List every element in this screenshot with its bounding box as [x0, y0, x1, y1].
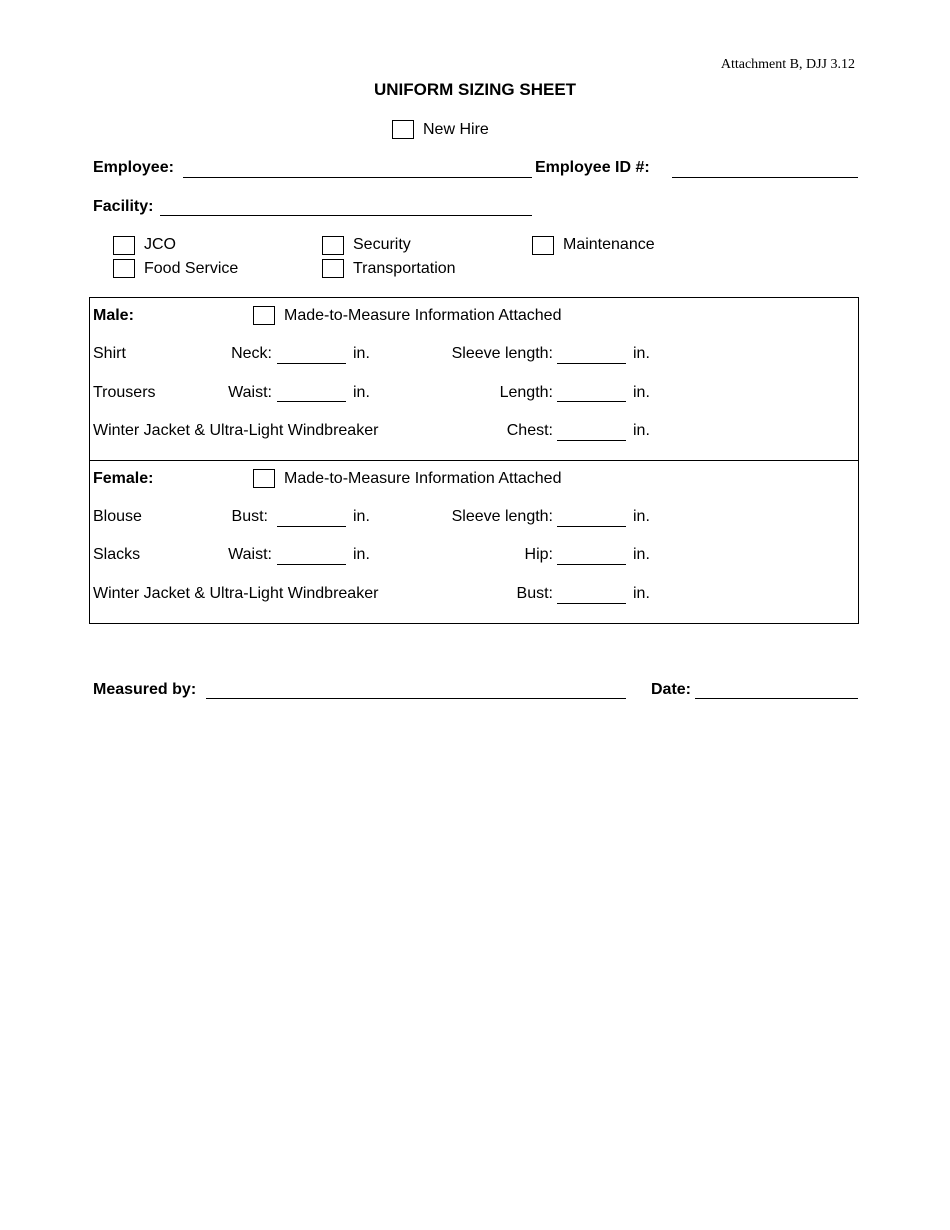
bust-unit: in. — [353, 508, 370, 525]
blouse-label: Blouse — [93, 508, 142, 525]
neck-field[interactable] — [277, 363, 346, 364]
male-mtm-label: Made-to-Measure Information Attached — [284, 307, 562, 324]
jco-checkbox[interactable] — [113, 236, 135, 255]
male-waist-field[interactable] — [277, 401, 346, 402]
female-jacket-bust-unit: in. — [633, 585, 650, 602]
employee-label: Employee: — [93, 159, 174, 176]
shirt-label: Shirt — [93, 345, 126, 362]
date-label: Date: — [651, 681, 692, 698]
female-sleeve-field[interactable] — [557, 526, 626, 527]
neck-label: Neck: — [231, 345, 272, 362]
food-service-label: Food Service — [144, 260, 239, 277]
chest-field[interactable] — [557, 440, 626, 441]
facility-field[interactable] — [160, 215, 532, 216]
slacks-label: Slacks — [93, 546, 141, 563]
employee-id-label: Employee ID #: — [535, 159, 650, 176]
jco-label: JCO — [144, 236, 176, 253]
section-divider — [89, 460, 859, 461]
female-sleeve-label: Sleeve length: — [451, 508, 553, 525]
male-heading: Male: — [93, 307, 134, 324]
female-jacket-bust-label: Bust: — [516, 585, 553, 602]
hip-field[interactable] — [557, 564, 626, 565]
maintenance-label: Maintenance — [563, 236, 655, 253]
male-sleeve-field[interactable] — [557, 363, 626, 364]
female-mtm-label: Made-to-Measure Information Attached — [284, 470, 562, 487]
food-service-checkbox[interactable] — [113, 259, 135, 278]
female-waist-field[interactable] — [277, 564, 346, 565]
facility-label: Facility: — [93, 198, 154, 215]
female-sleeve-unit: in. — [633, 508, 650, 525]
date-field[interactable] — [695, 698, 858, 699]
bust-label: Bust: — [231, 508, 268, 525]
chest-label: Chest: — [506, 422, 553, 439]
attachment-label: Attachment B, DJJ 3.12 — [720, 57, 855, 72]
male-mtm-checkbox[interactable] — [253, 306, 275, 325]
employee-field[interactable] — [183, 177, 532, 178]
male-waist-unit: in. — [353, 384, 370, 401]
female-mtm-checkbox[interactable] — [253, 469, 275, 488]
trousers-label: Trousers — [93, 384, 156, 401]
transportation-checkbox[interactable] — [322, 259, 344, 278]
female-waist-label: Waist: — [228, 546, 272, 563]
bust-field[interactable] — [277, 526, 346, 527]
transportation-label: Transportation — [353, 260, 456, 277]
new-hire-label: New Hire — [423, 121, 489, 138]
male-sleeve-label: Sleeve length: — [451, 345, 553, 362]
male-waist-label: Waist: — [228, 384, 272, 401]
neck-unit: in. — [353, 345, 370, 362]
hip-label: Hip: — [524, 546, 553, 563]
female-waist-unit: in. — [353, 546, 370, 563]
female-heading: Female: — [93, 470, 154, 487]
length-label: Length: — [499, 384, 553, 401]
measured-by-label: Measured by: — [93, 681, 197, 698]
security-checkbox[interactable] — [322, 236, 344, 255]
female-jacket-bust-field[interactable] — [557, 603, 626, 604]
maintenance-checkbox[interactable] — [532, 236, 554, 255]
male-sleeve-unit: in. — [633, 345, 650, 362]
security-label: Security — [353, 236, 411, 253]
female-jacket-label: Winter Jacket & Ultra-Light Windbreaker — [93, 585, 379, 602]
length-unit: in. — [633, 384, 650, 401]
chest-unit: in. — [633, 422, 650, 439]
length-field[interactable] — [557, 401, 626, 402]
page-title: UNIFORM SIZING SHEET — [373, 80, 577, 99]
measured-by-field[interactable] — [206, 698, 626, 699]
new-hire-checkbox[interactable] — [392, 120, 414, 139]
male-jacket-label: Winter Jacket & Ultra-Light Windbreaker — [93, 422, 379, 439]
hip-unit: in. — [633, 546, 650, 563]
employee-id-field[interactable] — [672, 177, 858, 178]
